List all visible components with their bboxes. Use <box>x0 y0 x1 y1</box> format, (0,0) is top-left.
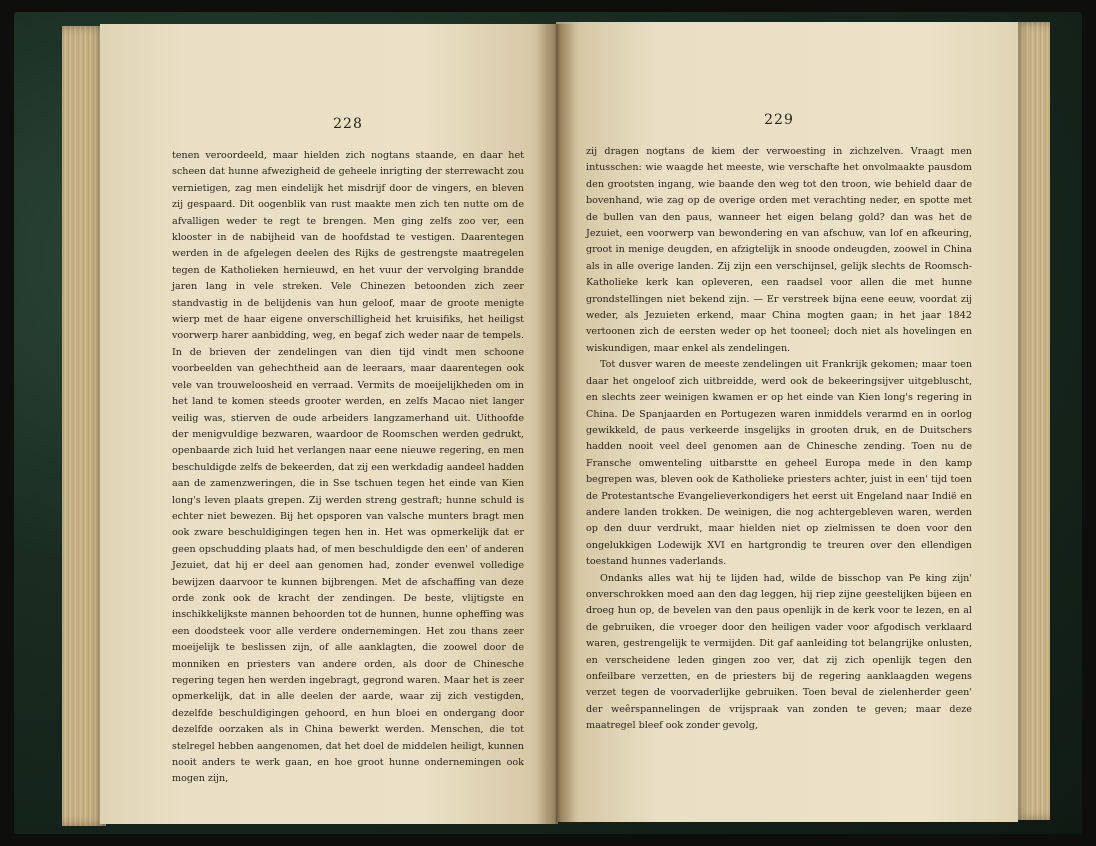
right-page <box>556 22 1018 822</box>
right-page-stack <box>1014 22 1050 820</box>
right-paragraph-2: Tot dusver waren de meeste zendelingen uit Frankrijk gekomen; maar toen daar het ongeloof zich uitbreidde, werd ook de bekeeringsijver uitgebluscht, en slechts zeer weinigen kwamen er op het einde van Kien long's regering in China. De Spanjaarden en Portugezen waren inmiddels verarmd en in oorlog gewikkeld, de paus verkeerde insgelijks in grooten druk, en de Duitschers hadden nooit veel deel genomen aan de Chinesche zending. Toen nu de Fransche omwenteling uitbarstte en geheel Europa mede in den kamp begrepen was, bleven ook de Katholieke priesters achter, juist in een' tijd toen de Protestantsche Evangelieverkondigers het eerst uit Engeland naar Indië en andere landen trokken. De weinigen, die nog achtergebleven waren, werden op den duur verdrukt, maar hielden niet op zielmissen te doen voor den ongelukkigen Lodewijk XVI en hartgrondig te treuren over den ellendigen toestand hunnes vaderlands. <box>586 359 972 568</box>
right-paragraph-3: Ondanks alles wat hij te lijden had, wilde de bisschop van Pe king zijn' onverschrokken moed aan den dag leggen, hij riep zijne geestelijken bijeen en droeg hun op, de bevelen van den paus openlijk in de kerk voor te lezen, en al de gebruiken, die vroeger door den heiligen vader voor afgodisch verklaard waren, gestrengelijk te vermijden. Dit gaf aanleiding tot belangrijke onlusten, en verscheidene leden gingen zoo ver, dat zij zich openlijk tegen den onfeilbare verzetten, en de priesters bij de regering aanklaagden wegens verzet tegen de voorvaderlijke gebruiken. Toen beval de zielenherder geen' der weêrspannelingen de vrijspraak van zonden te geven; maar deze maatregel bleef ook zonder gevolg, <box>586 572 972 732</box>
left-page <box>100 24 558 824</box>
left-page-number: 228 <box>333 116 363 132</box>
left-paragraph-1: tenen veroordeeld, maar hielden zich nogtans staande, en daar het scheen dat hunne afwezigheid de geheele inrigting der sterrewacht zou vernietigen, zag men eindelijk het misdrijf door de vingers, en bleven zij gespaard. Dit oogenblik van rust maakte men zich ten nutte om de afvalligen weder te regt te brengen. Men ging zelfs zoo ver, een klooster in de nabijheid van de hoofdstad te vestigen. Daarentegen werden in de afgelegen deelen des Rijks de gestrengste maatregelen tegen de Katholieken hernieuwd, en het vuur der vervolging brandde jaren lang in vele streken. Vele Chinezen betoonden zich zeer standvastig in de belijdenis van hun geloof, maar de groote menigte wierp met de haar eigene onverschilligheid het kruisifiks, het heiligst voorwerp harer aanbidding, weg, en begaf zich weder naar de tempels. In de brieven der zendelingen van dien tijd vindt men schoone voorbeelden van gehechtheid aan de leeraars, maar daarentegen ook vele van trouweloosheid en verraad. Vermits de moeijelijkheden om in het land te komen steeds grooter werden, en zelfs Macao niet langer veilig was, stierven de oude arbeiders langzamerhand uit. Uithoofde der menigvuldige bezwaren, waardoor de Roomschen werden gedrukt, openbaarde zich luid het verlangen naar eene nieuwe regering, en men beschuldigde zelfs de bekeerden, dat zij een werkdadig aandeel hadden aan de zamenzweringen, die in Sse tschuen tegen het einde van Kien long's leven plaats grepen. Zij werden streng gestraft; hunne schuld is echter niet bewezen. Bij het opsporen van valsche munters bragt men ook zware beschuldigingen tegen hen in. Het was opmerkelijk dat er geen opschudding plaats had, of men beschuldigde den een' of anderen Jezuiet, dat hij er deel aan genomen had, zonder evenwel volledige bewijzen daarvoor te kunnen bijbrengen. Met de afschaffing van deze orde zonk ook de kracht der zendingen. De beste, vlijtigste en inschikkelijkste mannen behoorden tot de hunnen, hunne opheffing was een doodsteek voor alle verdere ondernemingen. Het zou thans zeer moeijelijk te beslissen zijn, of alle aanklagten, die zoowel door de monniken en priesters van andere orden, als door de Chinesche regering tegen hen werden ingebragt, gegrond waren. Maar het is zeer opmerkelijk, dat in alle deelen der aarde, waar zij zich vestigden, dezelfde beschuldigingen gehoord, en hun bloei en ondergang door dezelfde oorzaken als in China bewerkt werden. Menschen, die tot stelregel hebben aangenomen, dat het doel de middelen heiligt, kunnen nooit anders te werk gaan, en hoe groot hunne ondernemingen ook mogen zijn, <box>172 150 524 785</box>
right-page-text <box>586 144 972 735</box>
left-page-text <box>172 148 524 788</box>
right-page-number: 229 <box>764 112 794 128</box>
right-paragraph-1: zij dragen nogtans de kiem der verwoesting in zichzelven. Vraagt men intusschen: wie waagde het meeste, wie verschafte het onvolmaakte pausdom den grootsten ingang, wie baande den weg tot den troon, wie behield daar de bovenhand, wie zag op de overige orden met verachting neder, en spotte met de bullen van den paus, wanneer het eigen belang gold? dan was het de Jezuiet, een voorwerp van bewondering en van afschuw, van lof en afkeuring, groot in menige deugden, en afzigtelijk in snoode ondeugden, zoowel in China als in alle overige landen. Zij zijn een verschijnsel, gelijk slechts de Roomsch-Katholieke kerk kan opleveren, een raadsel voor allen die met hunne grondstellingen niet bekend zijn. — Er verstreek bijna eene eeuw, voordat zij weder, als Jezuieten erkend, maar China mogten gaan; in het jaar 1842 vertoonen zich de eersten weder op het tooneel; doch niet als hovelingen en wiskundigen, maar enkel als zendelingen. <box>586 146 972 354</box>
